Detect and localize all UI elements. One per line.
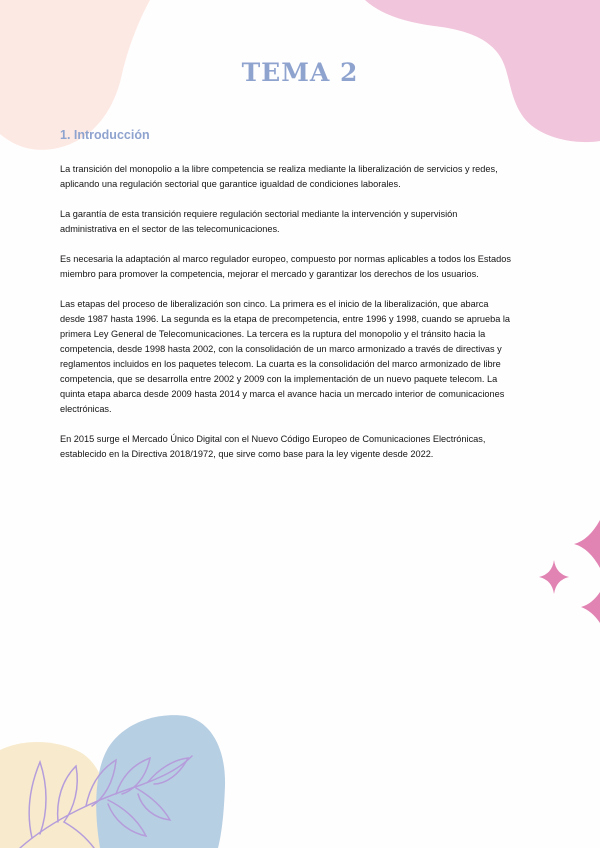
- blue-blob-shape: [96, 715, 225, 848]
- page-title: TEMA 2: [241, 58, 359, 87]
- yellow-blob-shape: [0, 742, 110, 848]
- paragraph: La garantía de esta transición requiere regulación sectorial mediante la intervención y supervisión administrativa en el sector de las telecomunicaciones.: [60, 209, 458, 234]
- paragraph: La transición del monopolio a la libre competencia se realiza mediante la liberalización de servicios y redes, aplicando una regulación sectorial que garantice igualdad de condiciones laborales.: [60, 164, 498, 189]
- paragraph: Las etapas del proceso de liberalización son cinco. La primera es el inicio de la liberalización, que abarca desde 1987 hasta 1996. La segunda es la etapa de precompetencia, entre 1996 y 1998, cuando se aprueba la primera Ley General de Telecomunicaciones. La tercera es la ruptura del monopolio y el tránsito hacia la competencia, desde 1998 hasta 2002, con la consolidación de un marco armonizado a través de directivas y reglamentos incluidos en los paquetes telecom. La cuarta es la consolidación del marco armonizado de libre competencia, que se desarrolla entre 2002 y 2009 con la implementación de un nuevo paquete telecom. La quinta etapa abarca desde 2009 hasta 2014 y marca el avance hacia un mercado interior de comunicaciones electrónicas.: [60, 299, 511, 414]
- section-heading: 1. Introducción: [60, 128, 150, 142]
- sparkle-icon: [539, 520, 600, 623]
- paragraph: Es necesaria la adaptación al marco regulador europeo, compuesto por normas aplicables a todos los Estados miembro para promover la competencia, mejorar el mercado y garantizar los derechos de los usuarios.: [60, 254, 511, 279]
- body-text: [60, 162, 514, 477]
- paragraph: En 2015 surge el Mercado Único Digital con el Nuevo Código Europeo de Comunicaciones Electrónicas, establecido en la Directiva 2018/1972, que sirve como base para la ley vigente desde 2022.: [60, 434, 486, 459]
